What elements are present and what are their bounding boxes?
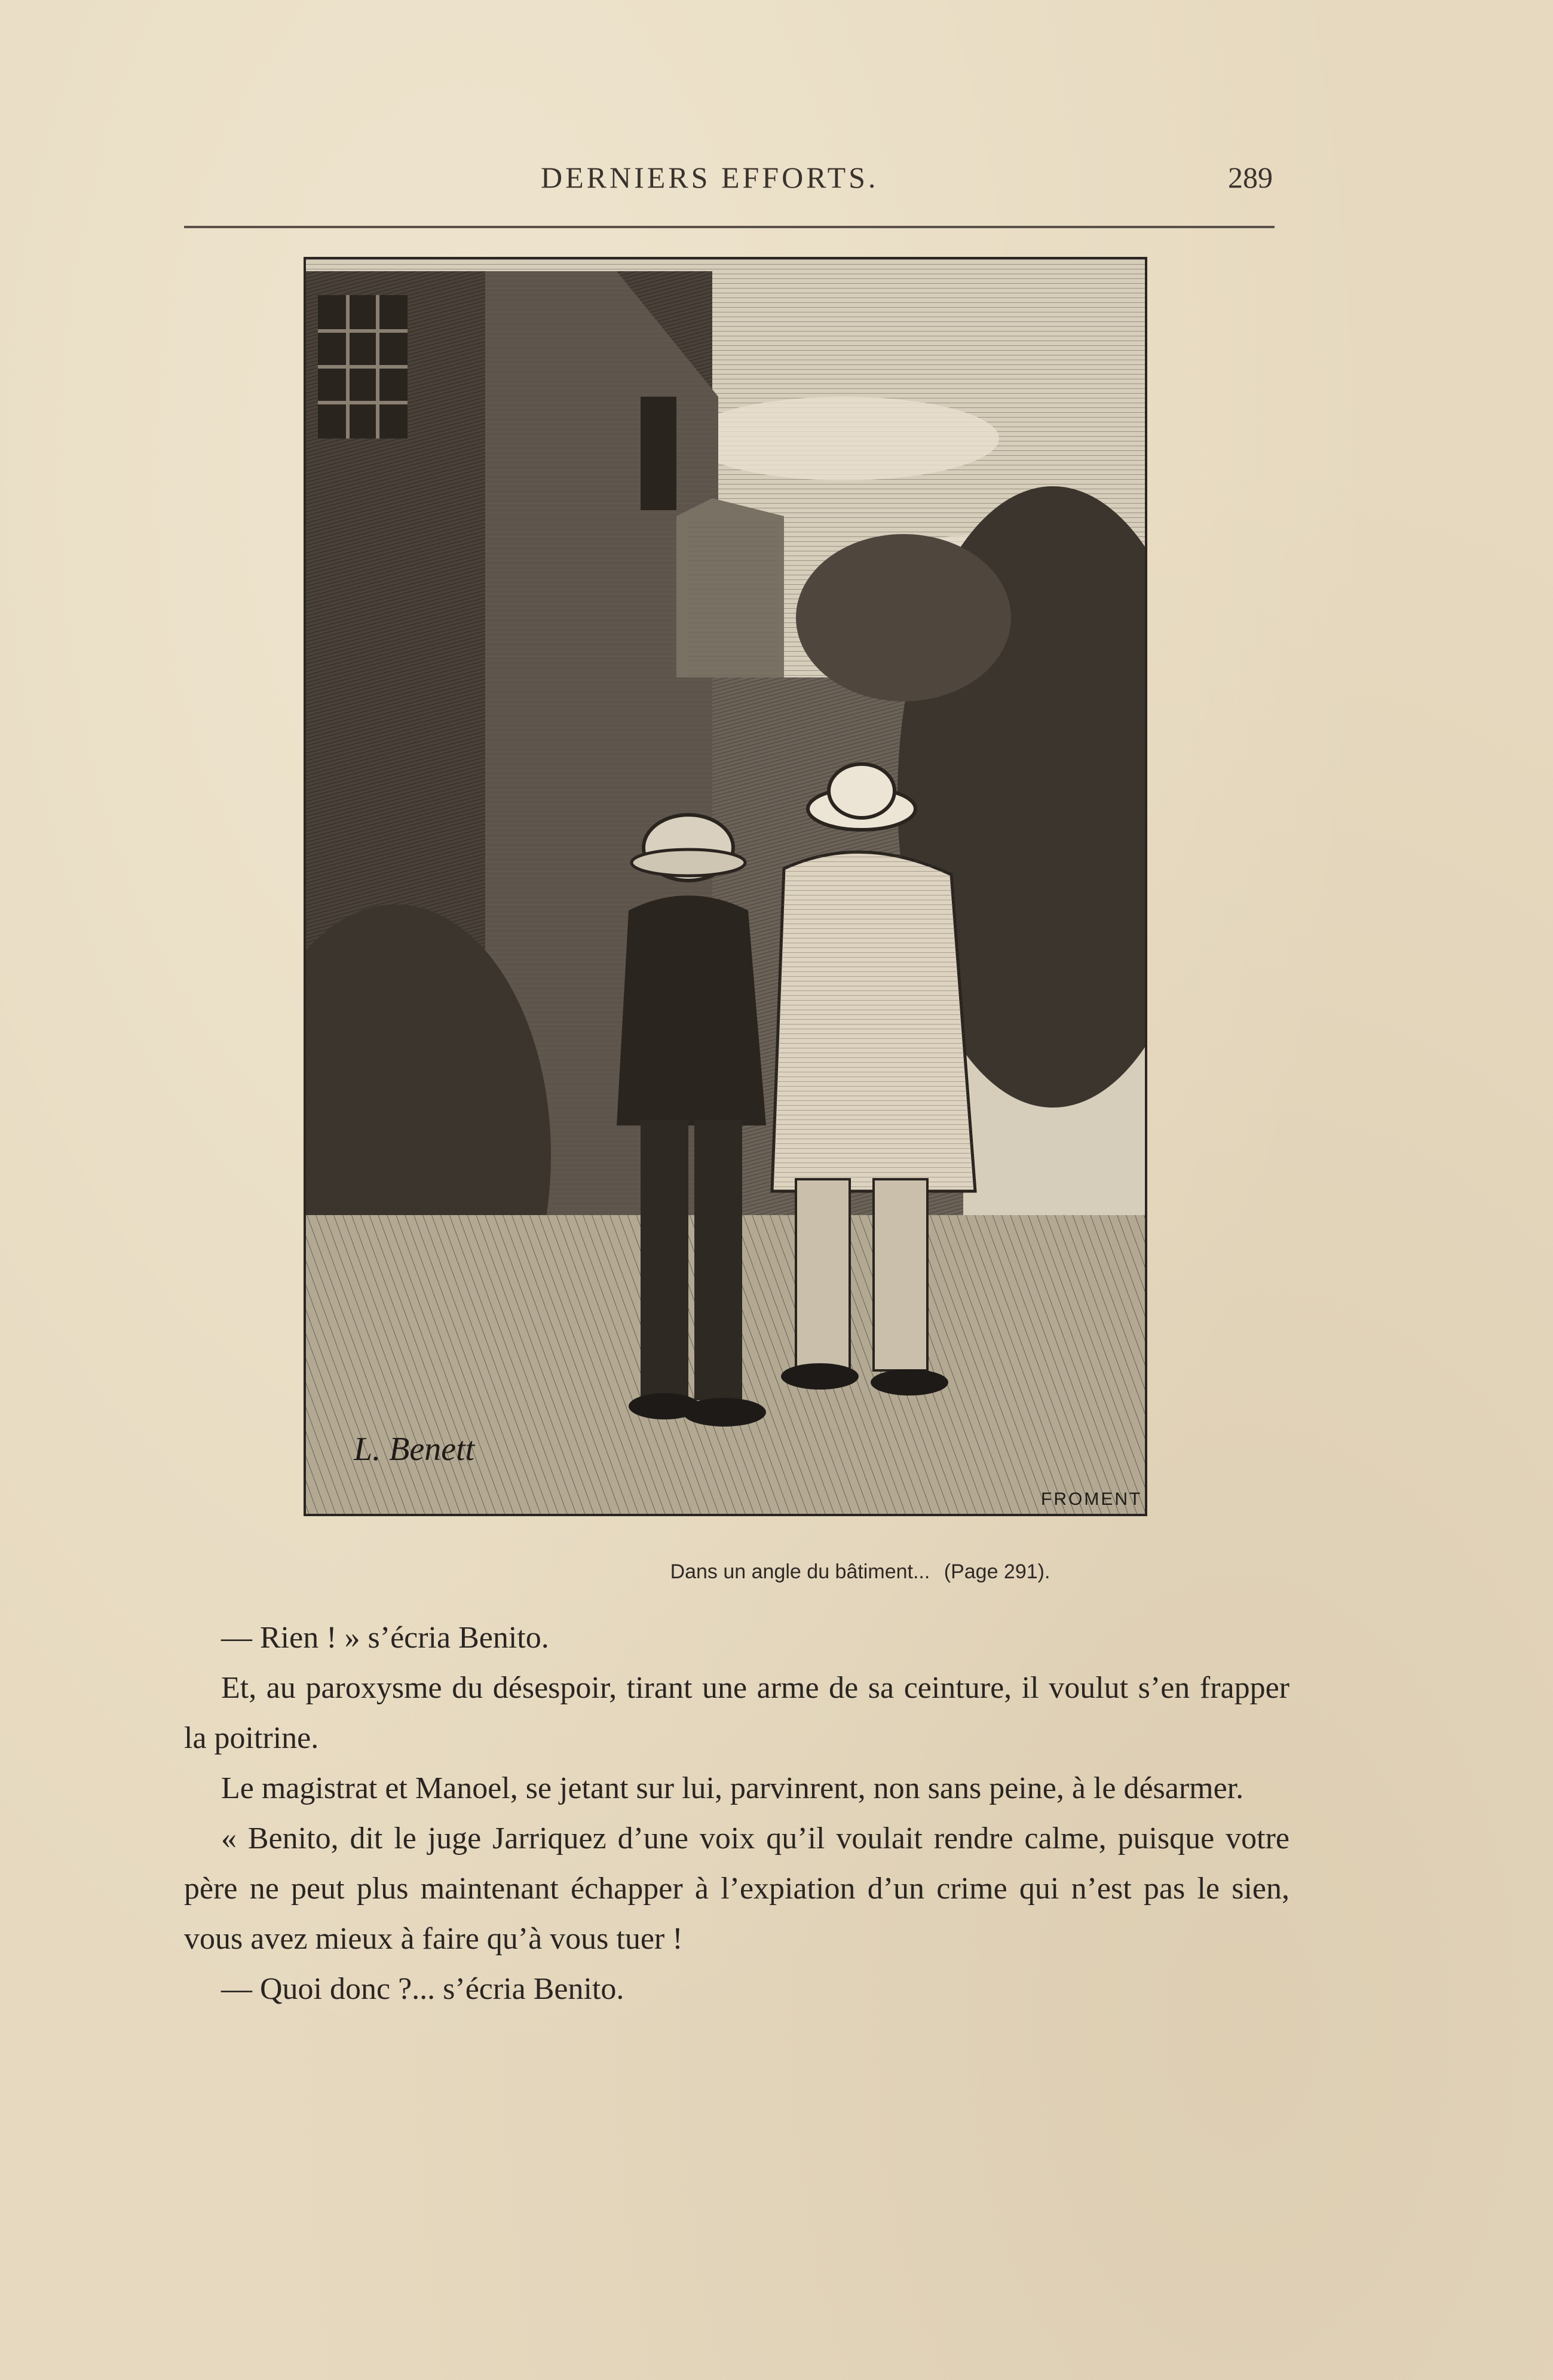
paragraph: « Benito, dit le juge Jarriquez d’une voix qu’il voulait rendre calme, puisque votre père ne peut plus maintenant échapper à l’expiation d’un crime qui n’est pas le sien, vous avez mieux à faire qu’à vous tuer ! <box>184 1821 1289 1956</box>
paragraph: — Rien ! » s’écria Benito. <box>221 1621 549 1655</box>
paragraph: Le magistrat et Manoel, se jetant sur lui, parvinrent, non sans peine, à le désarmer. <box>221 1771 1244 1805</box>
engraver-signature: FROMENT <box>1041 1489 1142 1509</box>
engraving-illustration <box>304 257 1147 1516</box>
running-title: DERNIERS EFFORTS. <box>541 161 879 194</box>
body-text <box>184 1613 1289 2014</box>
caption-text: Dans un angle du bâtiment... <box>670 1560 930 1583</box>
paragraph: Et, au paroxysme du désespoir, tirant une arme de sa ceinture, il voulut s’en frapper la poitrine. <box>184 1671 1289 1755</box>
header-rule <box>184 226 1275 228</box>
illustration-caption <box>0 1560 1553 1584</box>
paragraph: — Quoi donc ?... s’écria Benito. <box>221 1972 624 2006</box>
engraving-svg <box>306 259 1145 1514</box>
page-number: 289 <box>1228 161 1273 194</box>
caption-page-ref: (Page 291). <box>944 1560 1050 1583</box>
illustrator-signature: L. Benett <box>354 1431 475 1468</box>
